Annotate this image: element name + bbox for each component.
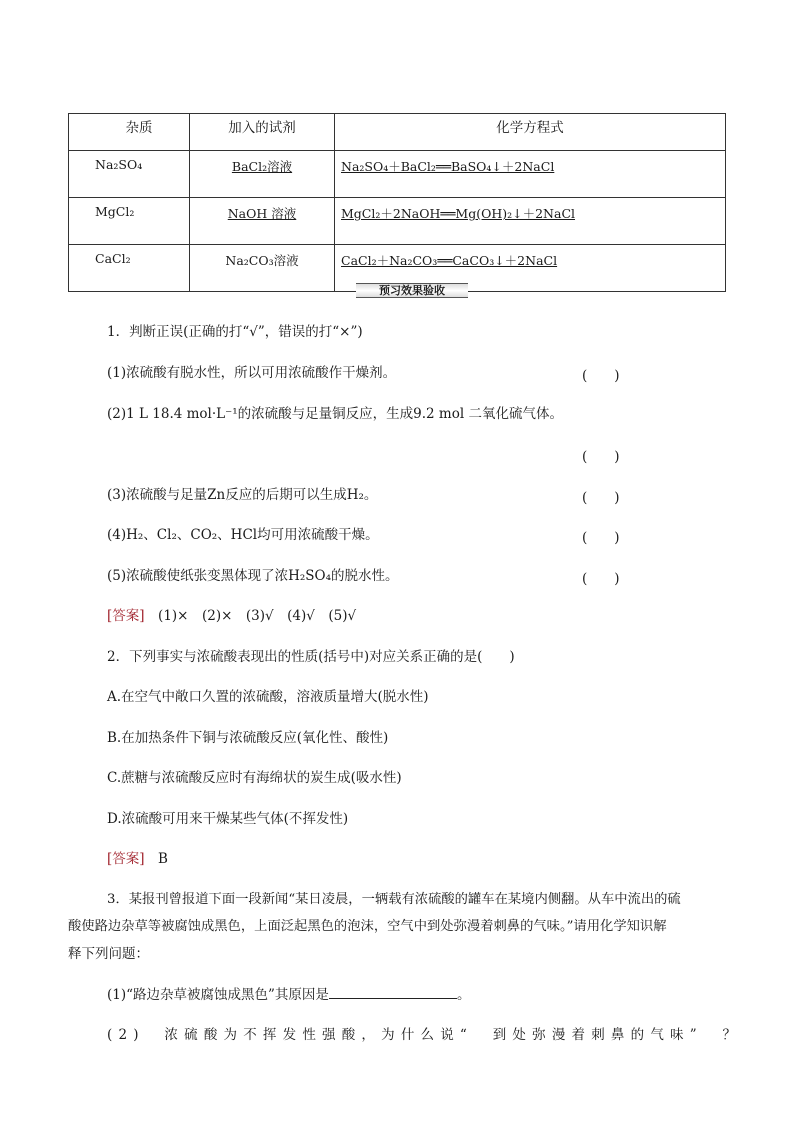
- q1-answer: [107, 607, 356, 625]
- cell-reagent: NaOH 溶液: [190, 198, 335, 245]
- answer-paren: ( ): [582, 368, 620, 384]
- cell-reagent: BaCl₂溶液: [190, 151, 335, 198]
- header-equation: 化学方程式: [335, 114, 726, 151]
- q2-option-a: A.在空气中敞口久置的浓硫酸，溶液质量增大(脱水性): [107, 689, 429, 705]
- cell-reagent: Na₂CO₃溶液: [190, 245, 335, 292]
- q3-sub-1-text: (1)“路边杂草被腐蚀成黑色”其原因是: [107, 987, 329, 1003]
- table-row: [69, 151, 726, 198]
- q2-answer: [107, 850, 168, 868]
- section-banner: 预习效果验收: [356, 283, 468, 298]
- answer-paren: ( ): [582, 449, 620, 465]
- answer-paren: ( ): [582, 490, 620, 506]
- q3-sub-1: [107, 986, 470, 1004]
- cell-impurity: Na₂SO₄: [69, 151, 190, 198]
- q2-option-b: B.在加热条件下铜与浓硫酸反应(氧化性、酸性): [107, 730, 389, 746]
- answer-text: (1)× (2)× (3)√ (4)√ (5)√: [158, 608, 357, 624]
- q1-item-1: (1)浓硫酸有脱水性，所以可用浓硫酸作干燥剂。: [107, 365, 397, 381]
- q2-title: 2．下列事实与浓硫酸表现出的性质(括号中)对应关系正确的是( ): [107, 649, 515, 665]
- answer-label: [答案]: [107, 851, 145, 867]
- impurity-table: [68, 113, 726, 292]
- answer-text: B: [158, 851, 168, 867]
- table-row: [69, 198, 726, 245]
- q3-line-3: 释下列问题：: [68, 946, 149, 962]
- q3-line-2: 酸使路边杂草等被腐蚀成黑色，上面泛起黑色的泡沫，空气中到处弥漫着刺鼻的气味。”请用化学知识解: [68, 919, 667, 934]
- cell-impurity: MgCl₂: [69, 198, 190, 245]
- cell-equation: MgCl₂＋2NaOH══Mg(OH)₂↓＋2NaCl: [335, 198, 726, 245]
- answer-blank[interactable]: [329, 986, 457, 999]
- q1-item-3: (3)浓硫酸与足量Zn反应的后期可以生成H₂。: [107, 487, 378, 503]
- q1-title: 1．判断正误(正确的打“√”，错误的打“×”): [107, 324, 363, 340]
- q2-option-c: C.蔗糖与浓硫酸反应时有海绵状的炭生成(吸水性): [107, 770, 402, 786]
- cell-impurity: CaCl₂: [69, 245, 190, 292]
- table-header-row: [69, 114, 726, 151]
- q3-sub-2: (2) 浓硫酸为不挥发性强酸，为什么说“ 到处弥漫着刺鼻的气味” ？: [107, 1027, 743, 1043]
- header-reagent: 加入的试剂: [190, 114, 335, 151]
- answer-paren: ( ): [582, 571, 620, 587]
- q3-sub-1-end: 。: [456, 987, 471, 1003]
- q1-item-2: (2)1 L 18.4 mol·L⁻¹的浓硫酸与足量铜反应，生成9.2 mol 二氧化硫气体。: [107, 406, 563, 422]
- answer-label: [答案]: [107, 608, 145, 624]
- q3-line-1: 3．某报刊曾报道下面一段新闻“某日凌晨，一辆载有浓硫酸的罐车在某境内侧翻。从车中流出的硫: [107, 892, 681, 907]
- q1-item-4: (4)H₂、Cl₂、CO₂、HCl均可用浓硫酸干燥。: [107, 527, 379, 543]
- answer-paren: ( ): [582, 530, 620, 546]
- cell-equation: Na₂SO₄＋BaCl₂══BaSO₄↓＋2NaCl: [335, 151, 726, 198]
- q2-option-d: D.浓硫酸可用来干燥某些气体(不挥发性): [107, 811, 349, 827]
- cell-equation: CaCl₂＋Na₂CO₃══CaCO₃↓＋2NaCl: [335, 245, 726, 292]
- q1-item-5: (5)浓硫酸使纸张变黑体现了浓H₂SO₄的脱水性。: [107, 568, 399, 584]
- header-impurity: 杂质: [69, 114, 190, 151]
